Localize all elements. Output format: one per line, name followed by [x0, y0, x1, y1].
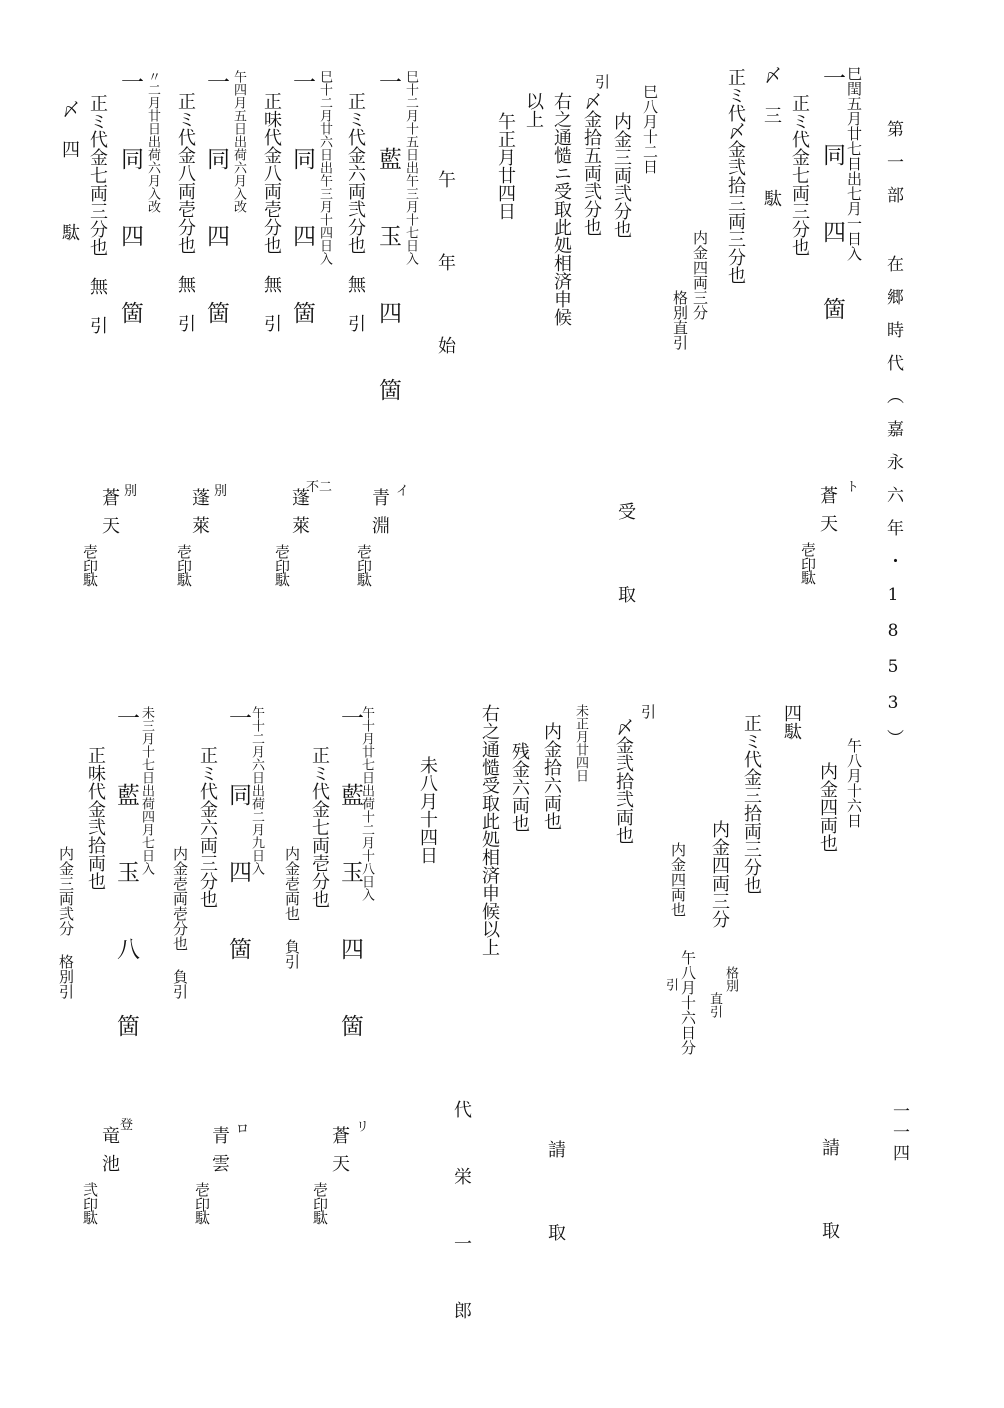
mark-char: 壱印 [355, 544, 373, 574]
entry-date: 未三月十七日出荷四月七日入 [139, 706, 154, 875]
mark-char: 萊 [289, 516, 310, 534]
entry-total: 正ミ代金三拾両三分也 [741, 714, 762, 894]
page-number: 一一四 [889, 1102, 909, 1165]
mark-char: 壱印 [799, 542, 817, 572]
entry-date: 午四月五日出荷六月入改 [231, 70, 246, 213]
mark-char: 壱印 [273, 544, 291, 574]
entry-date: 〃二月廿日出荷六月入改 [145, 70, 160, 213]
entry-note: 格別直引 [671, 290, 689, 350]
entry-hiki: 引 [639, 704, 657, 719]
entry-hiki: 引 [593, 74, 611, 89]
entry-count: 〆四 駄 [59, 100, 80, 263]
entry-item: 一 藍 玉 四 箇 [337, 706, 363, 1051]
mark-char: 天 [329, 1154, 350, 1172]
entry-item: 一 同 四 箇 [117, 70, 143, 338]
mark-char: 蓬 [189, 488, 210, 506]
mark-char: 駄 [81, 572, 99, 587]
entry-item: 一 藍 玉 四 箇 [375, 70, 401, 415]
entry-seikyo: 請 取 [545, 1140, 566, 1263]
entry-price: 正味代金八両壱分也 無 引 [261, 92, 282, 332]
mark-char: 池 [99, 1154, 120, 1172]
entry-receipt: 右之通慥ニ受取此処相済申候 [551, 92, 572, 326]
mark-char: 天 [817, 514, 838, 532]
entry-amount: 〆金弐拾弐両也 [613, 718, 634, 844]
entry-inner: 内金三両弐分也 [611, 112, 632, 238]
entry-price: 正ミ代金七両三分也 無 引 [87, 94, 108, 334]
entry-date: 午十月廿七日出荷十二月十八日入 [359, 706, 374, 901]
mark-char: 駄 [193, 1210, 211, 1225]
entry-seikyo: 請 取 [819, 1138, 840, 1261]
entry-date: 巳閏五月廿七日出七月一日入 [845, 66, 863, 261]
mark-char: 駄 [175, 572, 193, 587]
mark-char: 淵 [369, 516, 390, 534]
mark-kana: ト [846, 480, 860, 495]
mark-char: 弐印 [81, 1182, 99, 1212]
entry-price: 正味代金弐拾両也 [85, 746, 106, 890]
mark-char: 駄 [273, 572, 291, 587]
entry-price: 正ミ代金六両弐分也 無 引 [345, 92, 366, 332]
entry-note: 引 [663, 978, 678, 991]
entry-note: 内金壱両壱分也 負引 [171, 846, 189, 999]
entry-count: 四駄 [781, 704, 802, 740]
mark-char: 駄 [81, 1210, 99, 1225]
running-title: 第一部 在郷時代（嘉永六年・1853） [883, 120, 903, 762]
entry-note: 内金三両弐分 格別引 [57, 846, 75, 999]
entry-date: 未正月廿四日 [573, 704, 588, 782]
entry-note: 内金四両也 [669, 842, 687, 917]
mark-char: 蒼 [817, 486, 838, 504]
mark-char: 壱印 [175, 544, 193, 574]
entry-inner: 内金四両也 [817, 762, 838, 852]
mark-char: 駄 [311, 1210, 329, 1225]
entry-note: 直引 [707, 992, 722, 1018]
mark-char: 天 [99, 516, 120, 534]
mark-char: 蒼 [329, 1126, 350, 1144]
mark-char: 蒼 [99, 488, 120, 506]
mark-char: 青 [209, 1126, 230, 1144]
entry-price: 正ミ代金八両壱分也 無 引 [175, 92, 196, 332]
mark-char: 壱印 [311, 1182, 329, 1212]
mark-kana: イ [396, 484, 410, 499]
entry-date: 巳八月十二日 [641, 84, 659, 174]
entry-signer: 代 栄 一 郎 [451, 1100, 472, 1333]
mark-char: 駄 [355, 572, 373, 587]
entry-item: 一 藍 玉 八 箇 [113, 706, 139, 1051]
entry-ijo: 以上 [523, 92, 544, 128]
entry-signdate: 午正月廿四日 [495, 112, 516, 220]
entry-date: 巳十二月廿六日出午三月十四日入 [317, 70, 332, 265]
entry-price: 正ミ代金七両三分也 [789, 94, 810, 256]
entry-count: 〆三 駄 [761, 66, 782, 229]
entry-note: 内金四両三分 [691, 230, 709, 320]
mark-char: 青 [369, 488, 390, 506]
mark-kana: ロ [236, 1122, 250, 1137]
entry-item: 一 同 四 箇 [819, 66, 845, 334]
entry-note: 午八月十六日分 [679, 950, 697, 1055]
mark-kana: リ [356, 1120, 370, 1135]
entry-inner: 内金拾六両也 [541, 722, 562, 830]
mark-char: 駄 [799, 570, 817, 585]
entry-price: 正ミ代金六両三分也 [197, 746, 218, 908]
entry-item: 一 同 四 箇 [225, 706, 251, 974]
entry-price: 正ミ代金七両壱分也 [309, 746, 330, 908]
entry-total: 正ミ代〆金弐拾三両三分也 [725, 68, 746, 284]
entry-note: 内金四両三分 [709, 820, 730, 928]
mark-char: 蓬 [289, 488, 310, 506]
mark-kana: 別 [214, 484, 228, 499]
entry-uketori: 受 取 [615, 502, 636, 625]
entry-date: 午八月十六日 [845, 738, 863, 828]
mark-char: 竜 [99, 1126, 120, 1144]
mark-kana: 不二 [306, 480, 333, 495]
mark-char: 壱印 [81, 544, 99, 574]
mark-char: 壱印 [193, 1182, 211, 1212]
entry-receipt: 右之通慥受取此処相済申候以上 [479, 704, 500, 956]
entry-zan: 残金六両也 [509, 742, 530, 832]
entry-item: 一 同 四 箇 [203, 70, 229, 338]
entry-date: 未八月十四日 [417, 756, 438, 864]
entry-item: 一 同 四 箇 [289, 70, 315, 338]
entry-amount: 〆金拾五両弐分也 [581, 92, 602, 236]
entry-date: 巳十二月十五日出午三月十七日入 [403, 70, 418, 265]
entry-note: 格別 [723, 966, 738, 992]
mark-kana: 別 [124, 484, 138, 499]
mark-char: 雲 [209, 1154, 230, 1172]
mark-char: 萊 [189, 516, 210, 534]
section-heading: 午 年 始 [435, 170, 456, 376]
mark-kana: 登 [120, 1118, 134, 1133]
entry-note: 内金壱両也 負引 [283, 846, 301, 969]
entry-date: 午十二月六日出荷二月九日入 [249, 706, 264, 875]
